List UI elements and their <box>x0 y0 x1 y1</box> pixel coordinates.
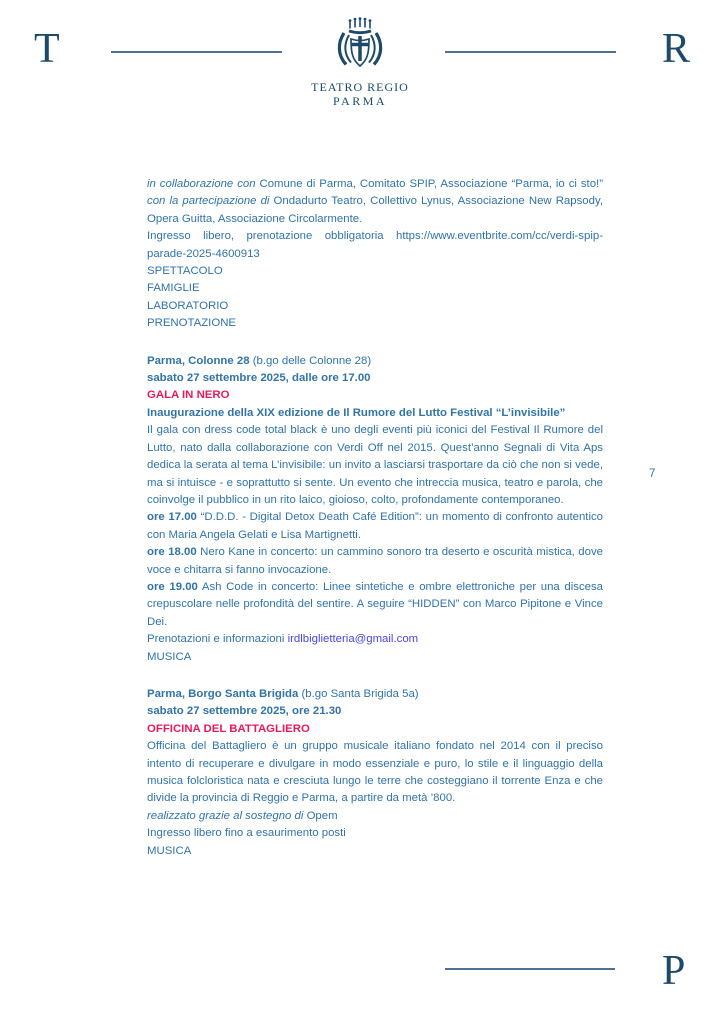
event-officina-del-battagliero <box>147 686 603 860</box>
tag-laboratorio: LABORATORIO <box>147 299 229 312</box>
collaboration-partners: Comune di Parma, Comitato SPIP, Associazione “Parma, io ci sto!” <box>255 178 604 190</box>
tag-spettacolo: SPETTACOLO <box>147 265 223 278</box>
event2-datetime: sabato 27 settembre 2025, ore 21.30 <box>147 705 342 718</box>
event2-venue-address: (b.go Santa Brigida 5a) <box>298 687 419 700</box>
page-number: 7 <box>649 468 656 480</box>
header-letter-t: T <box>34 26 60 72</box>
collaboration-lead-in: in collaborazione con <box>147 178 256 190</box>
event1-schedule-2-text: Nero Kane in concerto: un cammino sonoro tra deserto e oscurità mistica, dove voce e chitarra si fanno invocazione. <box>147 546 603 576</box>
header-rule-right <box>445 51 616 53</box>
tag-prenotazione: PRENOTAZIONE <box>147 317 237 330</box>
support-lead-in: realizzato grazie al sostegno di <box>147 809 304 822</box>
intro-admission-paragraph <box>147 228 603 263</box>
event1-title: GALA IN NERO <box>147 389 230 402</box>
participation-partners: Ondadurto Teatro, Collettivo Lynus, Associazione New Rapsody, Opera Guitta, Associazione Circolarmente. <box>147 195 603 225</box>
footer-letter-p: P <box>662 948 686 994</box>
event2-admission: Ingresso libero fino a esaurimento posti <box>147 827 346 840</box>
booking-email-link[interactable]: irdlbiglietteria@gmail.com <box>287 633 419 646</box>
admission-text: Ingresso libero, prenotazione obbligatoria <box>147 230 396 243</box>
event1-datetime: sabato 27 settembre 2025, dalle ore 17.00 <box>147 372 371 385</box>
event1-schedule-1-time: ore 17.00 <box>147 511 197 524</box>
event2-venue <box>147 686 603 703</box>
event1-venue <box>147 353 603 370</box>
document-body <box>147 176 603 860</box>
eventbrite-url[interactable]: https://www.eventbrite.com/cc/verdi-spip-parade-2025-4600913 <box>147 230 603 260</box>
event2-title: OFFICINA DEL BATTAGLIERO <box>147 722 310 735</box>
tag-famiglie: FAMIGLIE <box>147 282 200 295</box>
event1-booking <box>147 631 603 648</box>
event1-schedule-item-3 <box>147 579 603 631</box>
event2-venue-name: Parma, Borgo Santa Brigida <box>147 687 299 700</box>
event1-schedule-1-text: “D.D.D. - Digital Detox Death Café Edition”: un momento di confronto autentico con Maria Angela Gelati e Lisa Martignetti. <box>147 511 604 541</box>
event1-schedule-item-2 <box>147 544 603 579</box>
header-rule-left <box>111 51 282 53</box>
event2-description: Officina del Battagliero è un gruppo musicale italiano fondato nel 2014 con il preciso intento di recuperare e divulgare in modo essenziale e puro, lo stile e il linguaggio della musica folcloristica nata e cresciuta lungo le terre che costeggiano il torrente Enza e che divide la provincia di Reggio e Parma, a partire da metà ’800. <box>147 740 603 805</box>
logo-wordmark-line1: TEATRO REGIO <box>311 80 409 94</box>
event1-description: Il gala con dress code total black è uno degli eventi più iconici del Festival Il Rumore del Lutto, nato dalla collaborazione con Verdi Off nel 2015. Quest’anno Segnali di Vita Aps dedica la serata al tema L’invisibile: un invito a lasciarsi trasportare da ciò che non si vede, ma si intuisce - e soprattutto si sente. Un evento che intreccia musica, teatro e parola, che coinvolge il pubblico in un rito laico, gioioso, colto, profondamente contemporaneo. <box>147 424 603 506</box>
event1-venue-address: (b.go delle Colonne 28) <box>249 354 372 367</box>
logo-wordmark-line2: PARMA <box>332 94 388 108</box>
participation-lead-in: con la partecipazione di <box>147 195 270 208</box>
event1-schedule-item-1 <box>147 509 603 544</box>
header-letter-r: R <box>662 26 691 72</box>
event1-schedule-3-time: ore 19.00 <box>147 580 198 593</box>
event-gala-in-nero <box>147 353 603 666</box>
event1-subtitle: Inaugurazione della XIX edizione de Il Rumore del Lutto Festival “L’invisibile” <box>147 406 566 419</box>
intro-collaboration-paragraph <box>147 176 603 228</box>
support-sponsor: Opem <box>303 809 338 822</box>
event1-schedule-3-text: Ash Code in concerto: Linee sintetiche e ombre elettroniche per una discesa crepuscolare nelle profondità del sentire. A seguire “HIDDEN” con Marco Pipitone e Vince Dei. <box>147 580 604 628</box>
event1-venue-name: Parma, Colonne 28 <box>147 354 250 367</box>
event2-support <box>147 808 603 825</box>
event2-category: MUSICA <box>147 844 192 857</box>
footer-rule-right <box>445 968 615 970</box>
teatro-regio-logo-icon <box>321 15 399 82</box>
event1-category: MUSICA <box>147 650 192 663</box>
event1-schedule-2-time: ore 18.00 <box>147 546 197 559</box>
booking-label: Prenotazioni e informazioni <box>147 633 288 646</box>
